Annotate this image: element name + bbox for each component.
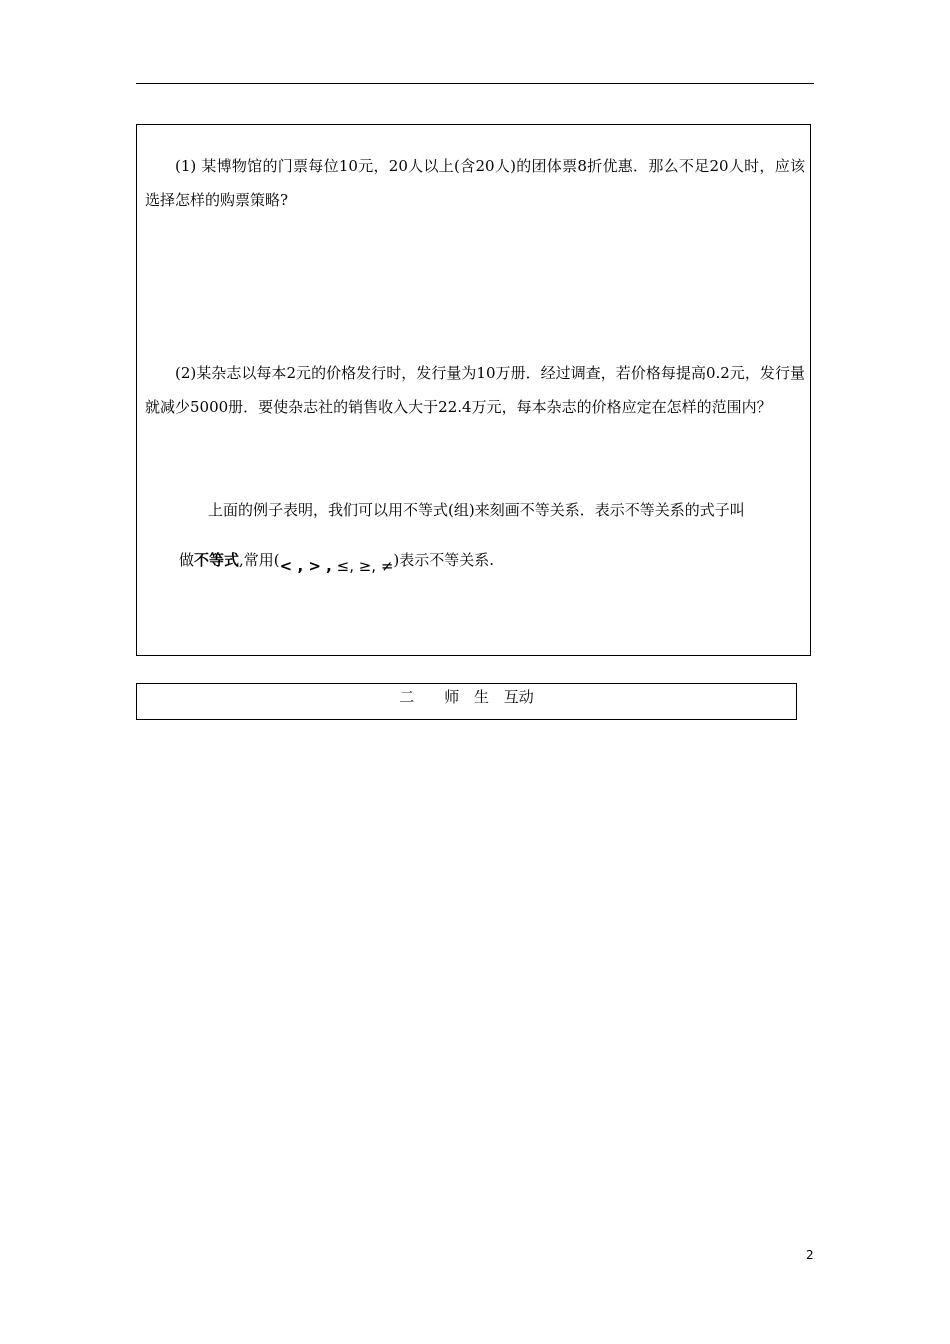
- term-inequality: 不等式: [194, 551, 240, 569]
- summary-middle: ,常用(: [239, 551, 280, 569]
- section-heading-box: [136, 683, 797, 720]
- symbols-bold: < , > ,: [279, 557, 332, 575]
- content-box: [136, 124, 811, 656]
- section-title: 二 师 生 互动: [399, 688, 534, 706]
- header-rule: [136, 83, 814, 84]
- problem-2-text: (2)某杂志以每本2元的价格发行时，发行量为10万册．经过调查，若价格每提高0.2元，发行量就减少5000册．要使杂志社的销售收入大于22.4万元，每本杂志的价格应定在怎样的范围内？: [145, 364, 805, 416]
- page-number: 2: [806, 1248, 814, 1262]
- summary-prefix: 做: [179, 551, 195, 569]
- summary-line-1: 上面的例子表明，我们可以用不等式(组)来刻画不等关系．表示不等关系的式子叫: [208, 501, 745, 519]
- summary-suffix: )表示不等关系.: [393, 551, 495, 569]
- summary-line-2: [179, 543, 494, 577]
- symbols-plain: ≤, ≥, ≠: [331, 557, 394, 575]
- problem-1-text: (1) 某博物馆的门票每位10元，20人以上(含20人)的团体票8折优惠．那么不足20人时，应该选择怎样的购票策略?: [145, 157, 805, 209]
